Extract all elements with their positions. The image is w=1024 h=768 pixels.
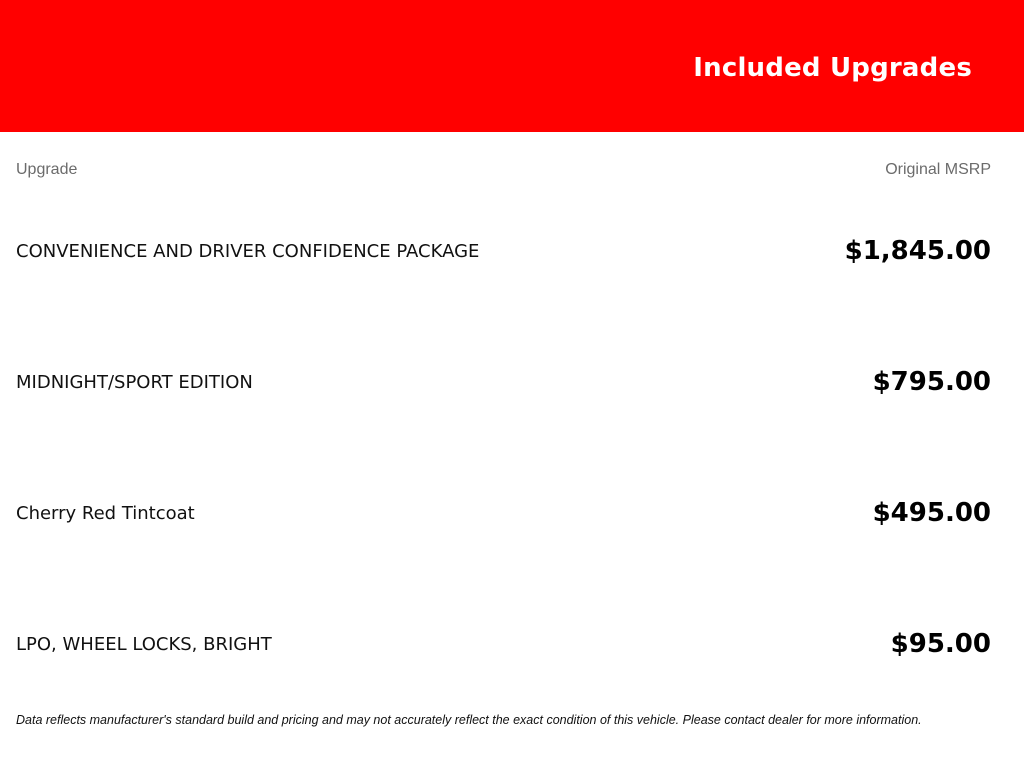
upgrade-name: MIDNIGHT/SPORT EDITION bbox=[16, 372, 253, 393]
upgrade-price: $495.00 bbox=[872, 498, 991, 528]
column-header-upgrade: Upgrade bbox=[16, 161, 78, 178]
upgrade-name: Cherry Red Tintcoat bbox=[16, 503, 195, 524]
column-header-msrp: Original MSRP bbox=[885, 161, 991, 178]
disclaimer-text: Data reflects manufacturer's standard build and pricing and may not accurately reflect the exact condition of this vehicle. Please contact dealer for more information. bbox=[16, 713, 922, 727]
upgrade-row bbox=[16, 496, 991, 532]
upgrade-name: CONVENIENCE AND DRIVER CONFIDENCE PACKAGE bbox=[16, 241, 480, 262]
upgrade-row bbox=[16, 365, 991, 401]
header-banner bbox=[0, 0, 1024, 132]
upgrade-name: LPO, WHEEL LOCKS, BRIGHT bbox=[16, 634, 272, 655]
upgrade-price: $95.00 bbox=[890, 629, 991, 659]
upgrade-price: $1,845.00 bbox=[844, 236, 991, 266]
upgrade-price: $795.00 bbox=[872, 367, 991, 397]
page-title: Included Upgrades bbox=[693, 53, 972, 83]
upgrade-row bbox=[16, 627, 991, 663]
upgrade-row bbox=[16, 234, 991, 270]
